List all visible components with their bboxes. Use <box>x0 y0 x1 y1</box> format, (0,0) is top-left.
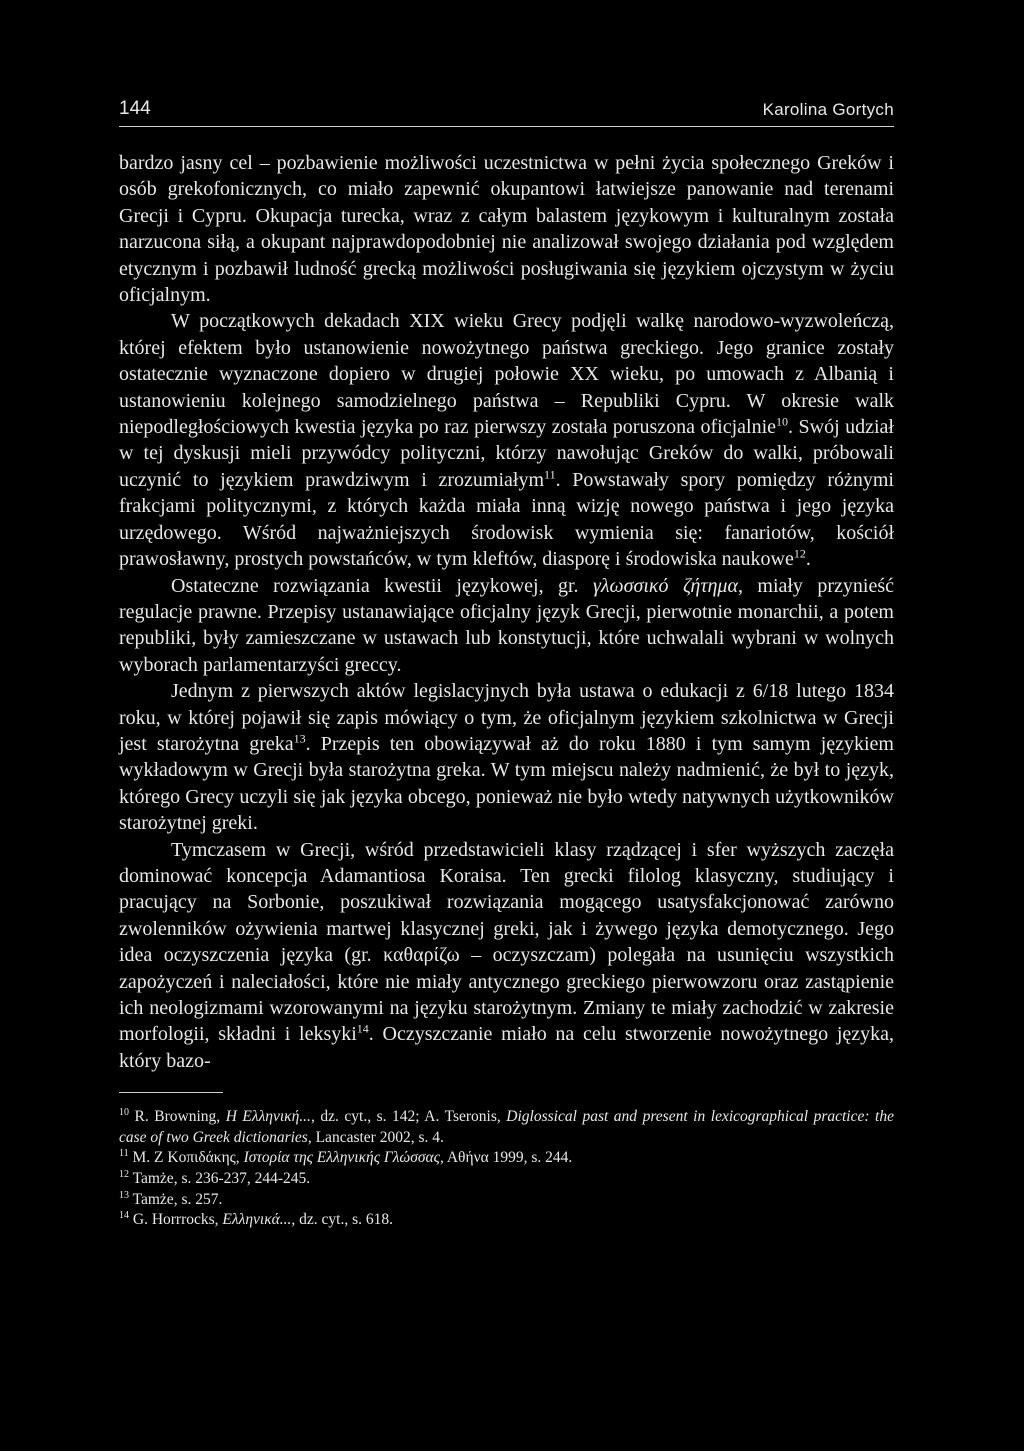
footnote-ref: 12 <box>793 546 806 561</box>
book-page <box>119 98 894 1231</box>
running-head-author: Karolina Gortych <box>762 100 894 119</box>
body-text <box>119 150 894 1074</box>
page-number: 144 <box>119 98 151 119</box>
paragraph-3: Ostateczne rozwiązania kwestii językowej, gr. γλωσσικό ζήτημα, miały przynieść regulacje prawne. Przepisy ustanawiające oficjalny język Grecji, pierwotnie monarchii, a potem republiki, były zamieszczane w ustawach lub konstytucji, które uchwalali wybrani w wolnych wyborach parlamentarzyści greccy. <box>119 574 894 676</box>
footnote-12: $^{12}$ Tamże, s. 236-237, 244-245. <box>119 1168 311 1187</box>
paragraph-2: W początkowych dekadach XIX wieku Grecy podjęli walkę narodowo-wyzwoleńczą, której efektem było ustanowienie nowożytnego państwa greckiego. Jego granice zostały ostatecznie wyznaczone dopiero w drugiej połowie XX wieku, po umowach z Albanią i ustanowieniu kolejnego samodzielnego państwa – Republiki Cypru. W okresie walk niepodległościowych kwestia języka po raz pierwszy została poruszona oficjalnie$^{10}$. Swój udział w tej dyskusji mieli przywódcy polityczni, którzy nawołując Greków do walki, próbowali uczynić to językiem prawdziwym i zrozumiałym$^{11}$. Powstawały spory pomiędzy różnymi frakcjami politycznymi, z których każda miała inną wizję nowego państwa i jego języka urzędowego. Wśród najważniejszych środowisk wymienia się: fanariotów, kościół prawosławny, prostych powstańców, w tym kleftów, diasporę i środowiska naukowe$^{12}$. <box>119 310 894 571</box>
running-header <box>119 98 894 127</box>
footnote-ref: 13 <box>293 731 306 746</box>
footnote-ref: 11 <box>544 467 556 482</box>
paragraph-5: Tymczasem w Grecji, wśród przedstawicieli klasy rządzącej i sfer wyższych zaczęła dominować koncepcja Adamantiosa Koraisa. Ten grecki filolog klasyczny, studiujący i pracujący na Sorbonie, poszukiwał rozwiązania mogącego usatysfakcjonować zarówno zwolenników ożywienia martwej klasycznej greki, jak i żywego języka demotycznego. Jego idea oczyszczenia języka (gr. καθαρίζω – oczyszczam) polegała na usunięciu wszystkich zapożyczeń i naleciałości, które nie miały antycznego greckiego pierwowzoru oraz zastąpienie ich neologizmami wzorowanymi na języku starożytnym. Zmiany te miały zachodzić w zakresie morfologii, składni i leksyki$^{14}$. Oczyszczanie miało na celu stworzenie nowożytnego języka, który bazo- <box>119 838 895 1072</box>
footnote-ref: 14 <box>356 1021 369 1036</box>
paragraph-1: bardzo jasny cel – pozbawienie możliwości uczestnictwa w pełni życia społecznego Greków i osób grekofonicznych, co miało zapewnić okupantowi łatwiejsze panowanie nad terenami Grecji i Cypru. Okupacja turecka, wraz z całym balastem językowym i kulturalnym została narzucona siłą, a okupant najprawdopodobniej nie analizował swojego działania pod względem etycznym i pozbawił ludność grecką możliwości posługiwania się językiem ojczystym w życiu oficjalnym. <box>119 152 894 307</box>
greek-term: καθαρίζω <box>383 944 460 967</box>
footnote-11: $^{11}$ M. Ζ Κοπιδάκης, Ιστορία της Ελληνικής Γλώσσας, Αθήνα 1999, s. 244. <box>119 1148 573 1167</box>
paragraph-4: Jednym z pierwszych aktów legislacyjnych była ustawa o edukacji z 6/18 lutego 1834 roku, w której pojawił się zapis mówiący o tym, że oficjalnym językiem szkolnictwa w Grecji jest starożytna greka$^{13}$. Przepis ten obowiązywał aż do roku 1880 i tym samym językiem wykładowym w Grecji była starożytna greka. W tym miejscu należy nadmienić, że był to język, którego Grecy uczyli się jak języka obcego, ponieważ nie było wtedy natywnych użytkowników starożytnej greki. <box>119 680 894 835</box>
footnotes <box>119 1107 894 1231</box>
footnote-14: $^{14}$ G. Horrrocks, Ελληνικά..., dz. cyt., s. 618. <box>119 1210 394 1229</box>
footnote-ref: 10 <box>776 414 789 429</box>
footnote-13: $^{13}$ Tamże, s. 257. <box>119 1189 223 1208</box>
footnote-rule <box>119 1092 223 1093</box>
footnote-10: $^{10}$ R. Browning, Η Ελληνική..., dz. cyt., s. 142; A. Tseronis, Diglossical past and present in lexicographical practice: the case of two Greek dictionaries, Lancaster 2002, s. 4. <box>119 1107 894 1146</box>
greek-term: γλωσσικό ζήτημα <box>592 574 738 597</box>
